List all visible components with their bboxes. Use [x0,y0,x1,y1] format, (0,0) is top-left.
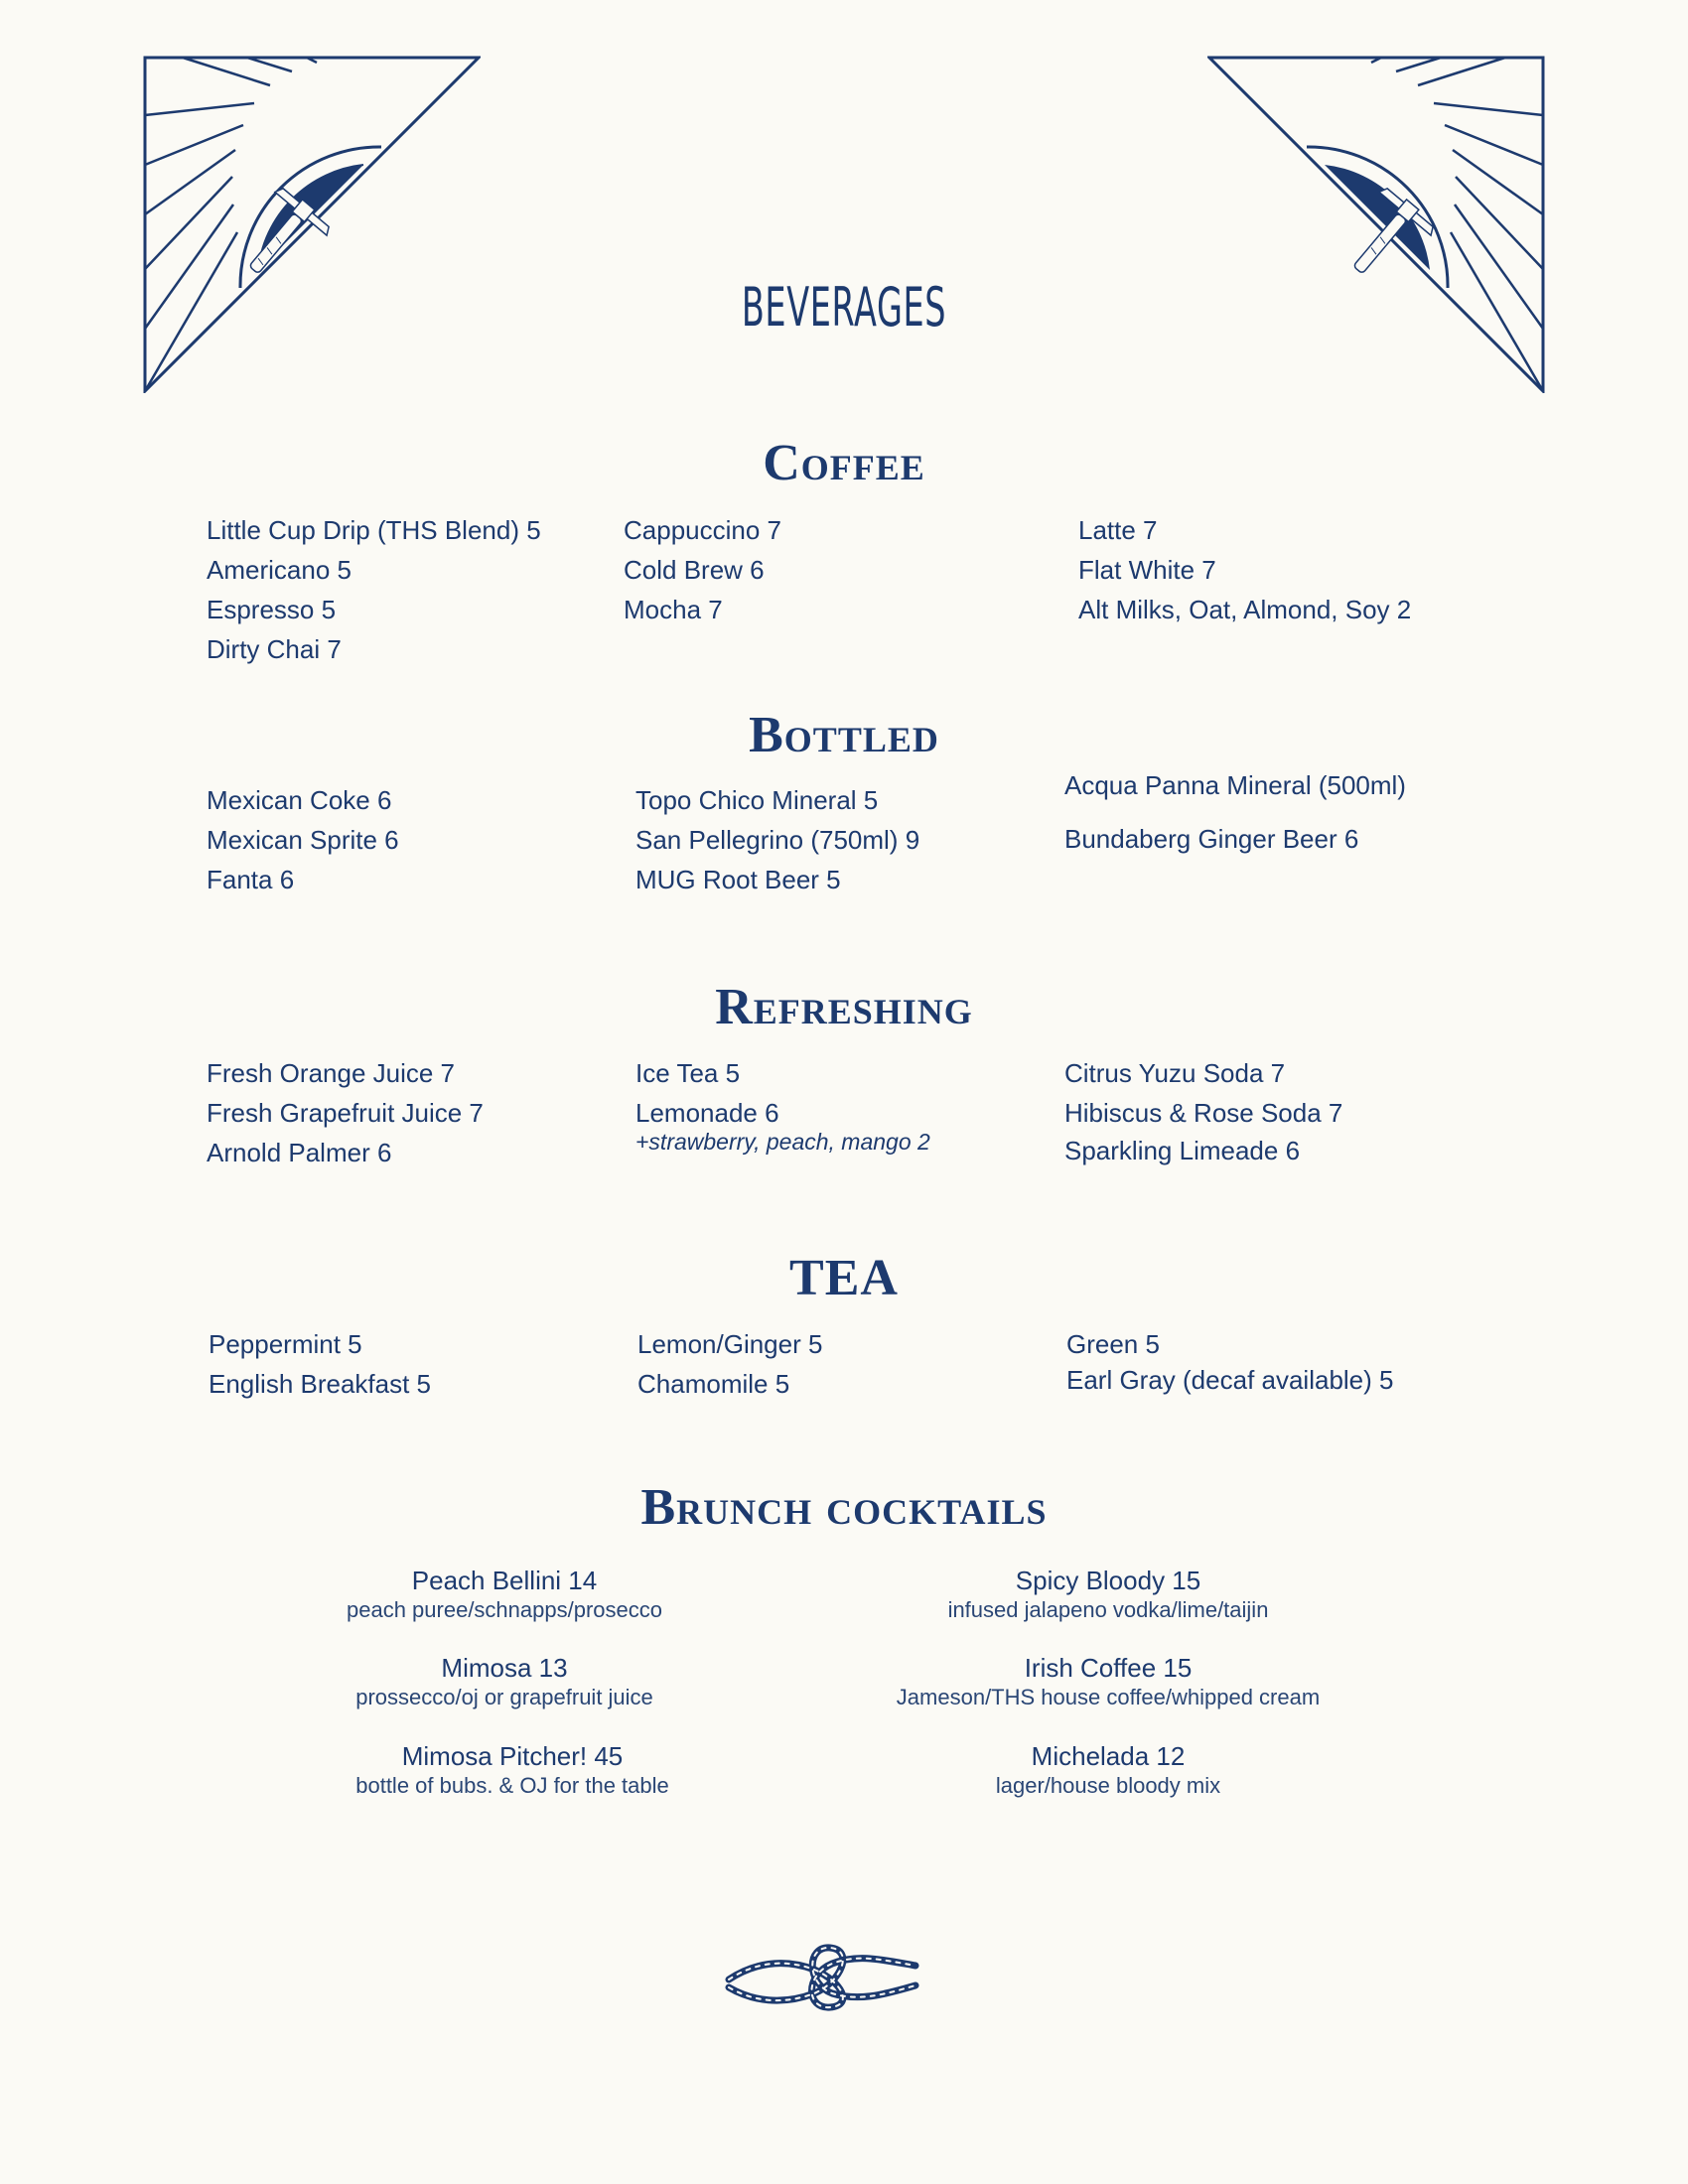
menu-item: Americano 5 [207,555,352,585]
menu-item: San Pellegrino (750ml) 9 [635,825,920,855]
cocktail-item [830,1740,1386,1800]
menu-item: Hibiscus & Rose Soda 7 [1064,1098,1343,1128]
cocktail-item [226,1565,782,1624]
menu-item: Cappuccino 7 [624,515,781,545]
section-heading-tea: TEA [789,1250,899,1306]
page-title: BEVERAGES [741,276,947,339]
refreshing-column-1 [207,1053,484,1172]
menu-item: Green 5 [1066,1329,1160,1359]
section-heading-brunch-cocktails: Brunch cocktails [640,1479,1048,1536]
menu-item: Lemonade 6 [635,1098,779,1128]
cocktail-name: Mimosa Pitcher! 45 [401,1741,624,1771]
menu-item: Topo Chico Mineral 5 [635,785,879,815]
tea-column-2 [637,1324,822,1404]
menu-item: Dirty Chai 7 [207,634,342,664]
refreshing-column-3 [1064,1053,1342,1170]
menu-item: Fanta 6 [207,865,295,894]
coffee-column-1 [207,510,541,669]
menu-item: Peppermint 5 [209,1329,362,1359]
rope-knot-icon [723,1936,921,2015]
menu-item: Flat White 7 [1078,555,1216,585]
section-heading-bottled: Bottled [749,707,939,763]
menu-item: Ice Tea 5 [635,1058,741,1088]
menu-item: Earl Gray (decaf available) 5 [1066,1365,1394,1395]
section-heading-refreshing: Refreshing [715,979,973,1035]
cocktail-item [234,1740,790,1800]
cocktail-name: Irish Coffee 15 [1024,1653,1193,1683]
section-heading-coffee: Coffee [763,435,925,491]
bottled-column-2 [635,780,919,899]
cocktail-name: Michelada 12 [1031,1741,1186,1771]
hammer-sunburst-icon [1207,56,1545,393]
menu-item: English Breakfast 5 [209,1369,432,1399]
menu-item: Espresso 5 [207,595,337,624]
cocktail-description: peach puree/schnapps/prosecco [347,1597,662,1622]
cocktail-description: prossecco/oj or grapefruit juice [355,1685,653,1709]
menu-item: Bundaberg Ginger Beer 6 [1064,824,1359,854]
menu-item: Mexican Coke 6 [207,785,392,815]
menu-item: Mocha 7 [624,595,723,624]
tea-column-3 [1066,1324,1393,1400]
menu-item: Cold Brew 6 [624,555,765,585]
cocktail-description: infused jalapeno vodka/lime/taijin [947,1597,1269,1622]
menu-item: Little Cup Drip (THS Blend) 5 [207,515,541,545]
menu-item: Fresh Grapefruit Juice 7 [207,1098,484,1128]
cocktail-description: Jameson/THS house coffee/whipped cream [896,1685,1321,1709]
menu-item: Alt Milks, Oat, Almond, Soy 2 [1078,595,1412,624]
menu-item: Mexican Sprite 6 [207,825,399,855]
cocktail-name: Peach Bellini 14 [411,1566,598,1595]
menu-item: MUG Root Beer 5 [635,865,841,894]
menu-item: Acqua Panna Mineral (500ml) [1064,770,1406,800]
refreshing-column-2 [635,1053,930,1155]
menu-item: Fresh Orange Juice 7 [207,1058,456,1088]
menu-item: Lemon/Ginger 5 [637,1329,823,1359]
cocktail-name: Mimosa 13 [441,1653,568,1683]
menu-item: Arnold Palmer 6 [207,1138,392,1167]
cocktail-description: lager/house bloody mix [995,1773,1221,1798]
cocktail-item [830,1652,1386,1711]
lemonade-add-on-note: +strawberry, peach, mango 2 [635,1129,930,1155]
cocktail-item [226,1652,782,1711]
cocktail-description: bottle of bubs. & OJ for the table [355,1773,669,1798]
cocktail-item [830,1565,1386,1624]
cocktail-name: Spicy Bloody 15 [1015,1566,1201,1595]
bottled-column-3 [1064,765,1406,859]
menu-item: Sparkling Limeade 6 [1064,1136,1301,1165]
menu-item: Latte 7 [1078,515,1158,545]
menu-item: Citrus Yuzu Soda 7 [1064,1058,1286,1088]
coffee-column-2 [624,510,781,629]
hammer-sunburst-icon [143,56,481,393]
coffee-column-3 [1078,510,1411,629]
menu-item: Chamomile 5 [637,1369,790,1399]
tea-column-1 [209,1324,431,1404]
bottled-column-1 [207,780,399,899]
